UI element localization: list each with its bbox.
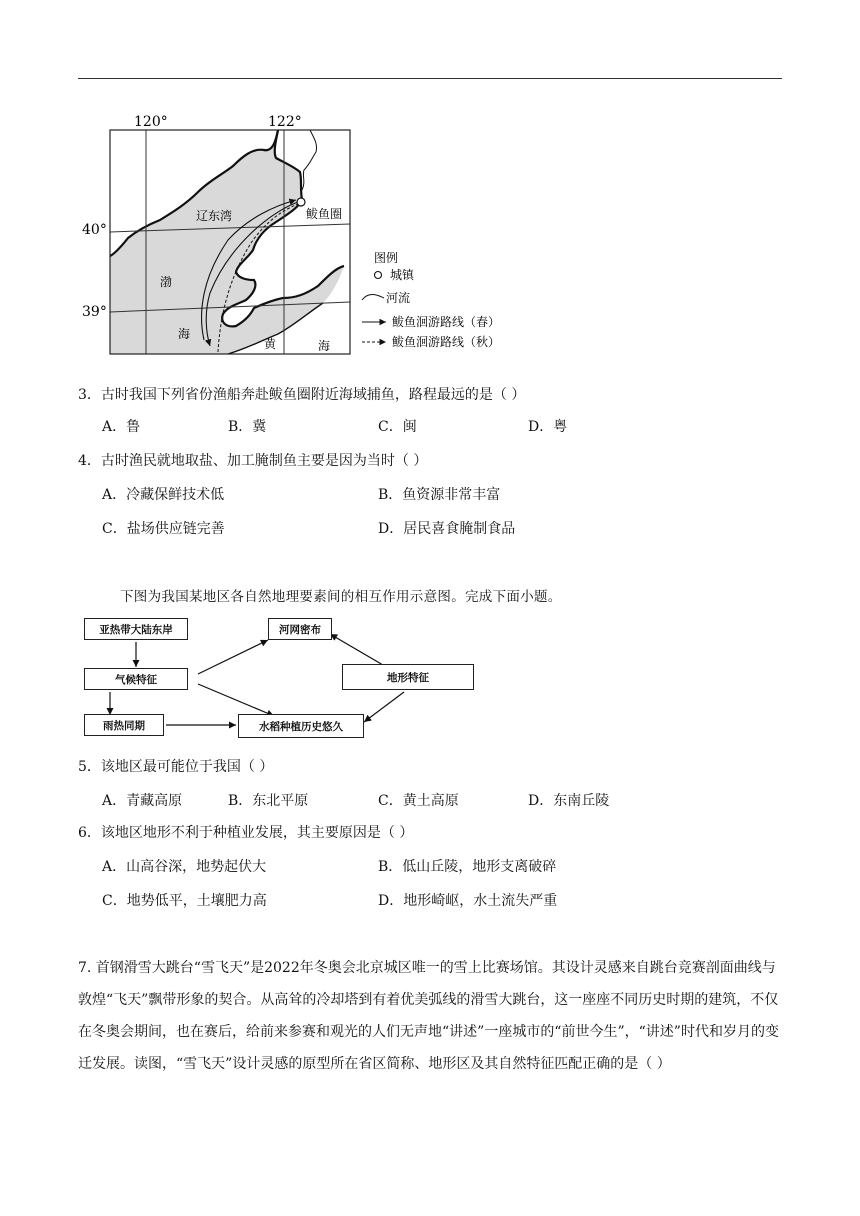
q3-option-a[interactable]: A．鲁	[102, 419, 141, 435]
q4-option-c[interactable]: C．盐场供应链完善	[102, 521, 225, 537]
q3-stem: 3．古时我国下列省份渔船奔赴鲅鱼圈附近海域捕鱼，路程最远的是（ ）	[78, 387, 526, 403]
q3-option-b[interactable]: B．冀	[228, 419, 267, 435]
legend-river-label: 河流	[386, 291, 411, 305]
liaodong-bay-label: 辽东湾	[196, 209, 233, 223]
q4-stem: 4．古时渔民就地取盐、加工腌制鱼主要是因为当时（ ）	[78, 453, 428, 469]
q3-option-d[interactable]: D．粤	[528, 419, 568, 435]
factor-diagram	[78, 612, 488, 744]
q5-option-c[interactable]: C．黄土高原	[378, 793, 459, 809]
town-marker	[297, 198, 305, 206]
town-label: 鲅鱼圈	[306, 207, 343, 221]
box-subtropical: 亚热带大陆东岸	[84, 618, 188, 640]
q3-option-c[interactable]: C．闽	[378, 419, 417, 435]
box-river-network: 河网密布	[268, 618, 332, 640]
bohai-label-1: 渤	[160, 275, 173, 289]
box-terrain: 地形特征	[342, 664, 474, 690]
q7-paragraph: 7. 首钢滑雪大跳台“雪飞天”是2022年冬奥会北京城区唯一的雪上比赛场馆。其设计灵感来自跳台竞赛剖面曲线与敦煌“飞天”飘带形象的契合。从高耸的冷却塔到有着优美弧线的滑雪大跳台，这一座座不同历史时期的建筑，不仅在冬奥会期间，也在赛后，给前来参赛和观光的人们无声地“讲述”一座城市的“前世今生”，“讲述”时代和岁月的变迁发展。读图，“雪飞天”设计灵感的原型所在省区简称、地形区及其自然特征匹配正确的是（ ）	[78, 960, 779, 1072]
lon-label-122: 122°	[268, 114, 302, 130]
lat-label-40: 40°	[82, 222, 107, 238]
q5-option-a[interactable]: A．青藏高原	[102, 793, 183, 809]
section-intro: 下图为我国某地区各自然地理要素间的相互作用示意图。完成下面小题。	[120, 589, 562, 605]
q6-option-d[interactable]: D．地形崎岖，水土流失严重	[378, 893, 558, 909]
q4-option-a[interactable]: A．冷藏保鲜技术低	[102, 487, 225, 503]
legend-river-icon	[362, 295, 384, 301]
q6-stem: 6．该地区地形不利于种植业发展，其主要原因是（ ）	[78, 825, 414, 841]
legend-title: 图例	[374, 251, 399, 265]
legend-town-icon	[375, 272, 382, 279]
q6-option-c[interactable]: C．地势低平，土壤肥力高	[102, 893, 267, 909]
box-climate: 气候特征	[84, 668, 188, 690]
q5-stem: 5．该地区最可能位于我国（ ）	[78, 759, 274, 775]
lat-label-39: 39°	[82, 304, 107, 320]
yellow-sea-label-1: 黄	[264, 337, 277, 351]
q4-option-b[interactable]: B．鱼资源非常丰富	[378, 487, 501, 503]
q6-option-b[interactable]: B．低山丘陵，地形支离破碎	[378, 859, 557, 875]
q5-option-b[interactable]: B．东北平原	[228, 793, 309, 809]
legend-town-label: 城镇	[390, 268, 415, 282]
q6-option-a[interactable]: A．山高谷深，地势起伏大	[102, 859, 267, 875]
yellow-sea-label-2: 海	[318, 339, 331, 353]
legend-autumn-label: 鲅鱼洄游路线（秋）	[392, 335, 501, 349]
q5-option-d[interactable]: D．东南丘陵	[528, 793, 610, 809]
bohai-label-2: 海	[178, 327, 191, 341]
liaodong-map	[78, 108, 518, 358]
box-rain-heat: 雨热同期	[84, 714, 164, 736]
box-rice: 水稻种植历史悠久	[238, 714, 364, 738]
q4-option-d[interactable]: D．居民喜食腌制食品	[378, 521, 516, 537]
legend-spring-label: 鲅鱼洄游路线（春）	[392, 315, 501, 329]
header-rule	[78, 78, 782, 79]
lon-label-120: 120°	[134, 114, 168, 130]
